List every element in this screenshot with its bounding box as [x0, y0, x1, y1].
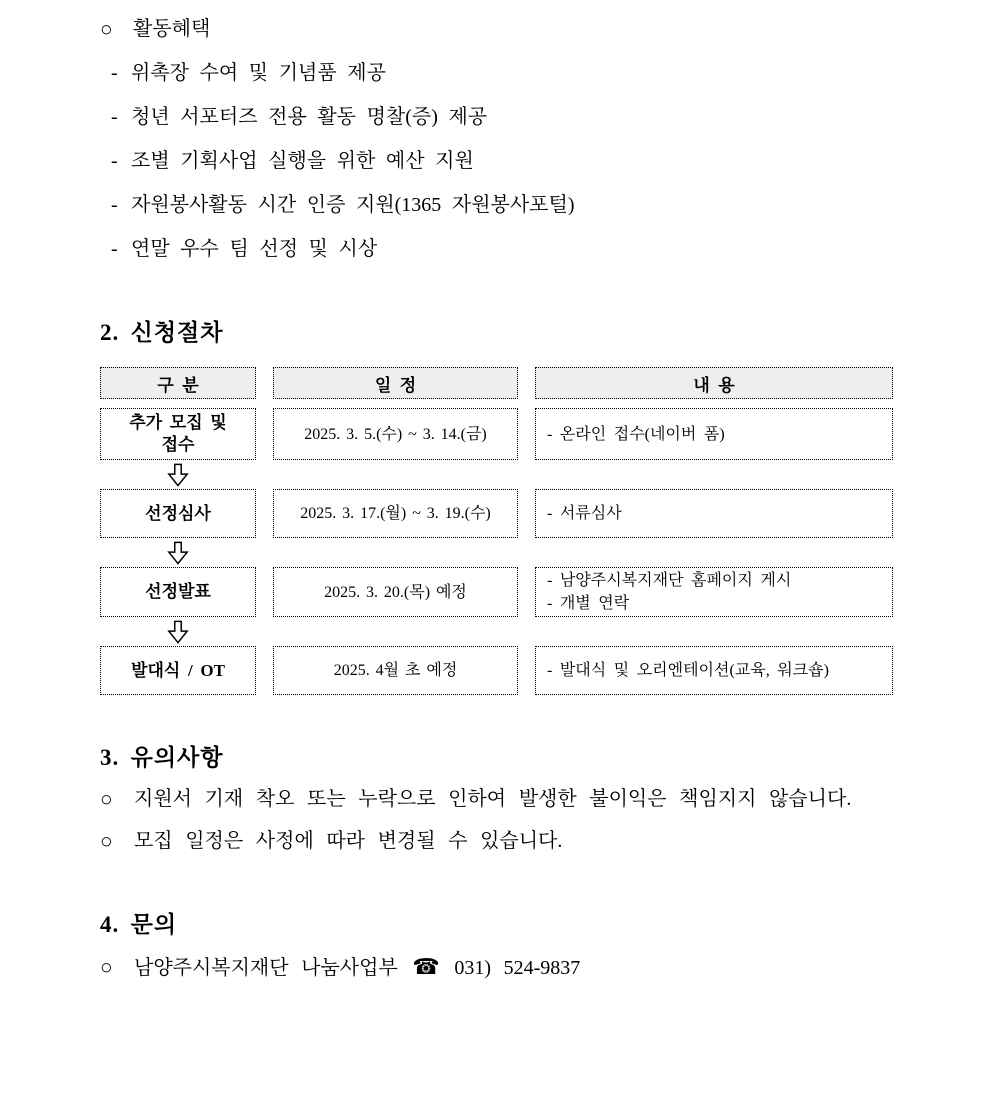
benefit-item-text: 연말 우수 팀 선정 및 시상 [131, 238, 378, 260]
circle-bullet-icon: ○ [100, 955, 113, 979]
contact-text [134, 949, 580, 986]
contact-dept: 남양주시복지재단 나눔사업부 [134, 957, 398, 979]
section-title-text: 유의사항 [130, 745, 224, 770]
dash-bullet-icon: - [111, 106, 118, 128]
table-row [100, 489, 900, 538]
detail-text: - 남양주시복지재단 홈페이지 게시 [547, 572, 792, 589]
stage-text: 발대식 / OT [131, 660, 225, 680]
notes-section-title [100, 743, 900, 773]
detail-text: - 온라인 접수(네이버 폼) [547, 425, 725, 443]
schedule-cell [273, 489, 518, 538]
schedule-text: 2025. 3. 20.(목) 예정 [324, 583, 467, 601]
benefit-item-text: 청년 서포터즈 전용 활동 명찰(증) 제공 [131, 106, 488, 128]
benefit-item [100, 60, 900, 86]
stage-text: 추가 모집 및 [129, 413, 227, 432]
column-header-label: 구 분 [157, 375, 199, 395]
benefit-item-text: 자원봉사활동 시간 인증 지원(1365 자원봉사포털) [131, 194, 575, 216]
schedule-cell [273, 567, 518, 617]
stage-text: 접수 [161, 435, 195, 454]
content-cell [535, 489, 893, 538]
column-header-label: 일 정 [374, 375, 417, 395]
table-row [100, 408, 900, 460]
benefits-heading [100, 16, 900, 42]
procedure-section-title [100, 318, 900, 348]
section-number: 3. [100, 745, 120, 770]
circle-bullet-icon: ○ [100, 829, 113, 853]
benefit-item-text: 위촉장 수여 및 기념품 제공 [131, 62, 386, 84]
schedule-text: 2025. 3. 5.(수) ~ 3. 14.(금) [304, 425, 487, 443]
dash-bullet-icon: - [111, 62, 118, 84]
benefit-item [100, 148, 900, 174]
down-arrow-icon [166, 540, 190, 566]
note-text: 지원서 기재 착오 또는 누락으로 인하여 발생한 불이익은 책임지지 않습니다. [134, 788, 852, 810]
benefit-item [100, 104, 900, 130]
section-title-text: 신청절차 [130, 320, 224, 345]
stage-cell [100, 489, 256, 538]
procedure-table [100, 367, 900, 695]
contact-section-title [100, 910, 900, 940]
benefit-item [100, 236, 900, 262]
table-row [100, 567, 900, 617]
detail-text: - 발대식 및 오리엔테이션(교육, 워크숍) [547, 662, 829, 679]
content-cell [535, 567, 893, 617]
content-cell [535, 408, 893, 460]
contact-line [100, 949, 900, 986]
schedule-text: 2025. 3. 17.(월) ~ 3. 19.(수) [300, 505, 491, 522]
benefit-item-text: 조별 기획사업 실행을 위한 예산 지원 [131, 150, 474, 172]
schedule-text: 2025. 4월 초 예정 [333, 662, 458, 679]
stage-cell [100, 408, 256, 460]
flow-arrow-row [100, 460, 256, 489]
table-row [100, 646, 900, 695]
detail-text: - 서류심사 [547, 505, 622, 522]
telephone-icon: ☎ [412, 954, 440, 979]
detail-text: - 개별 연락 [547, 595, 630, 612]
note-item [100, 781, 900, 817]
stage-text: 선정발표 [145, 582, 211, 601]
schedule-cell [273, 408, 518, 460]
note-item [100, 823, 900, 859]
schedule-cell [273, 646, 518, 695]
stage-text: 선정심사 [145, 503, 211, 523]
flow-arrow-row [100, 538, 256, 567]
benefits-title: 활동혜택 [133, 18, 211, 40]
circle-bullet-icon: ○ [100, 17, 113, 41]
stage-cell [100, 567, 256, 617]
dash-bullet-icon: - [111, 238, 118, 260]
stage-cell [100, 646, 256, 695]
column-header-schedule [273, 367, 518, 399]
column-header-category [100, 367, 256, 399]
benefit-item [100, 192, 900, 218]
column-header-content [535, 367, 893, 399]
content-cell [535, 646, 893, 695]
table-header-row [100, 367, 900, 399]
down-arrow-icon [166, 462, 190, 488]
section-title-text: 문의 [130, 912, 178, 937]
dash-bullet-icon: - [111, 150, 118, 172]
flow-arrow-row [100, 617, 256, 646]
dash-bullet-icon: - [111, 194, 118, 216]
section-number: 4. [100, 912, 120, 937]
column-header-label: 내 용 [693, 375, 735, 395]
contact-phone-number: 031) 524-9837 [454, 957, 581, 979]
note-text: 모집 일정은 사정에 따라 변경될 수 있습니다. [134, 830, 563, 852]
section-number: 2. [100, 320, 120, 345]
circle-bullet-icon: ○ [100, 787, 113, 811]
down-arrow-icon [166, 619, 190, 645]
